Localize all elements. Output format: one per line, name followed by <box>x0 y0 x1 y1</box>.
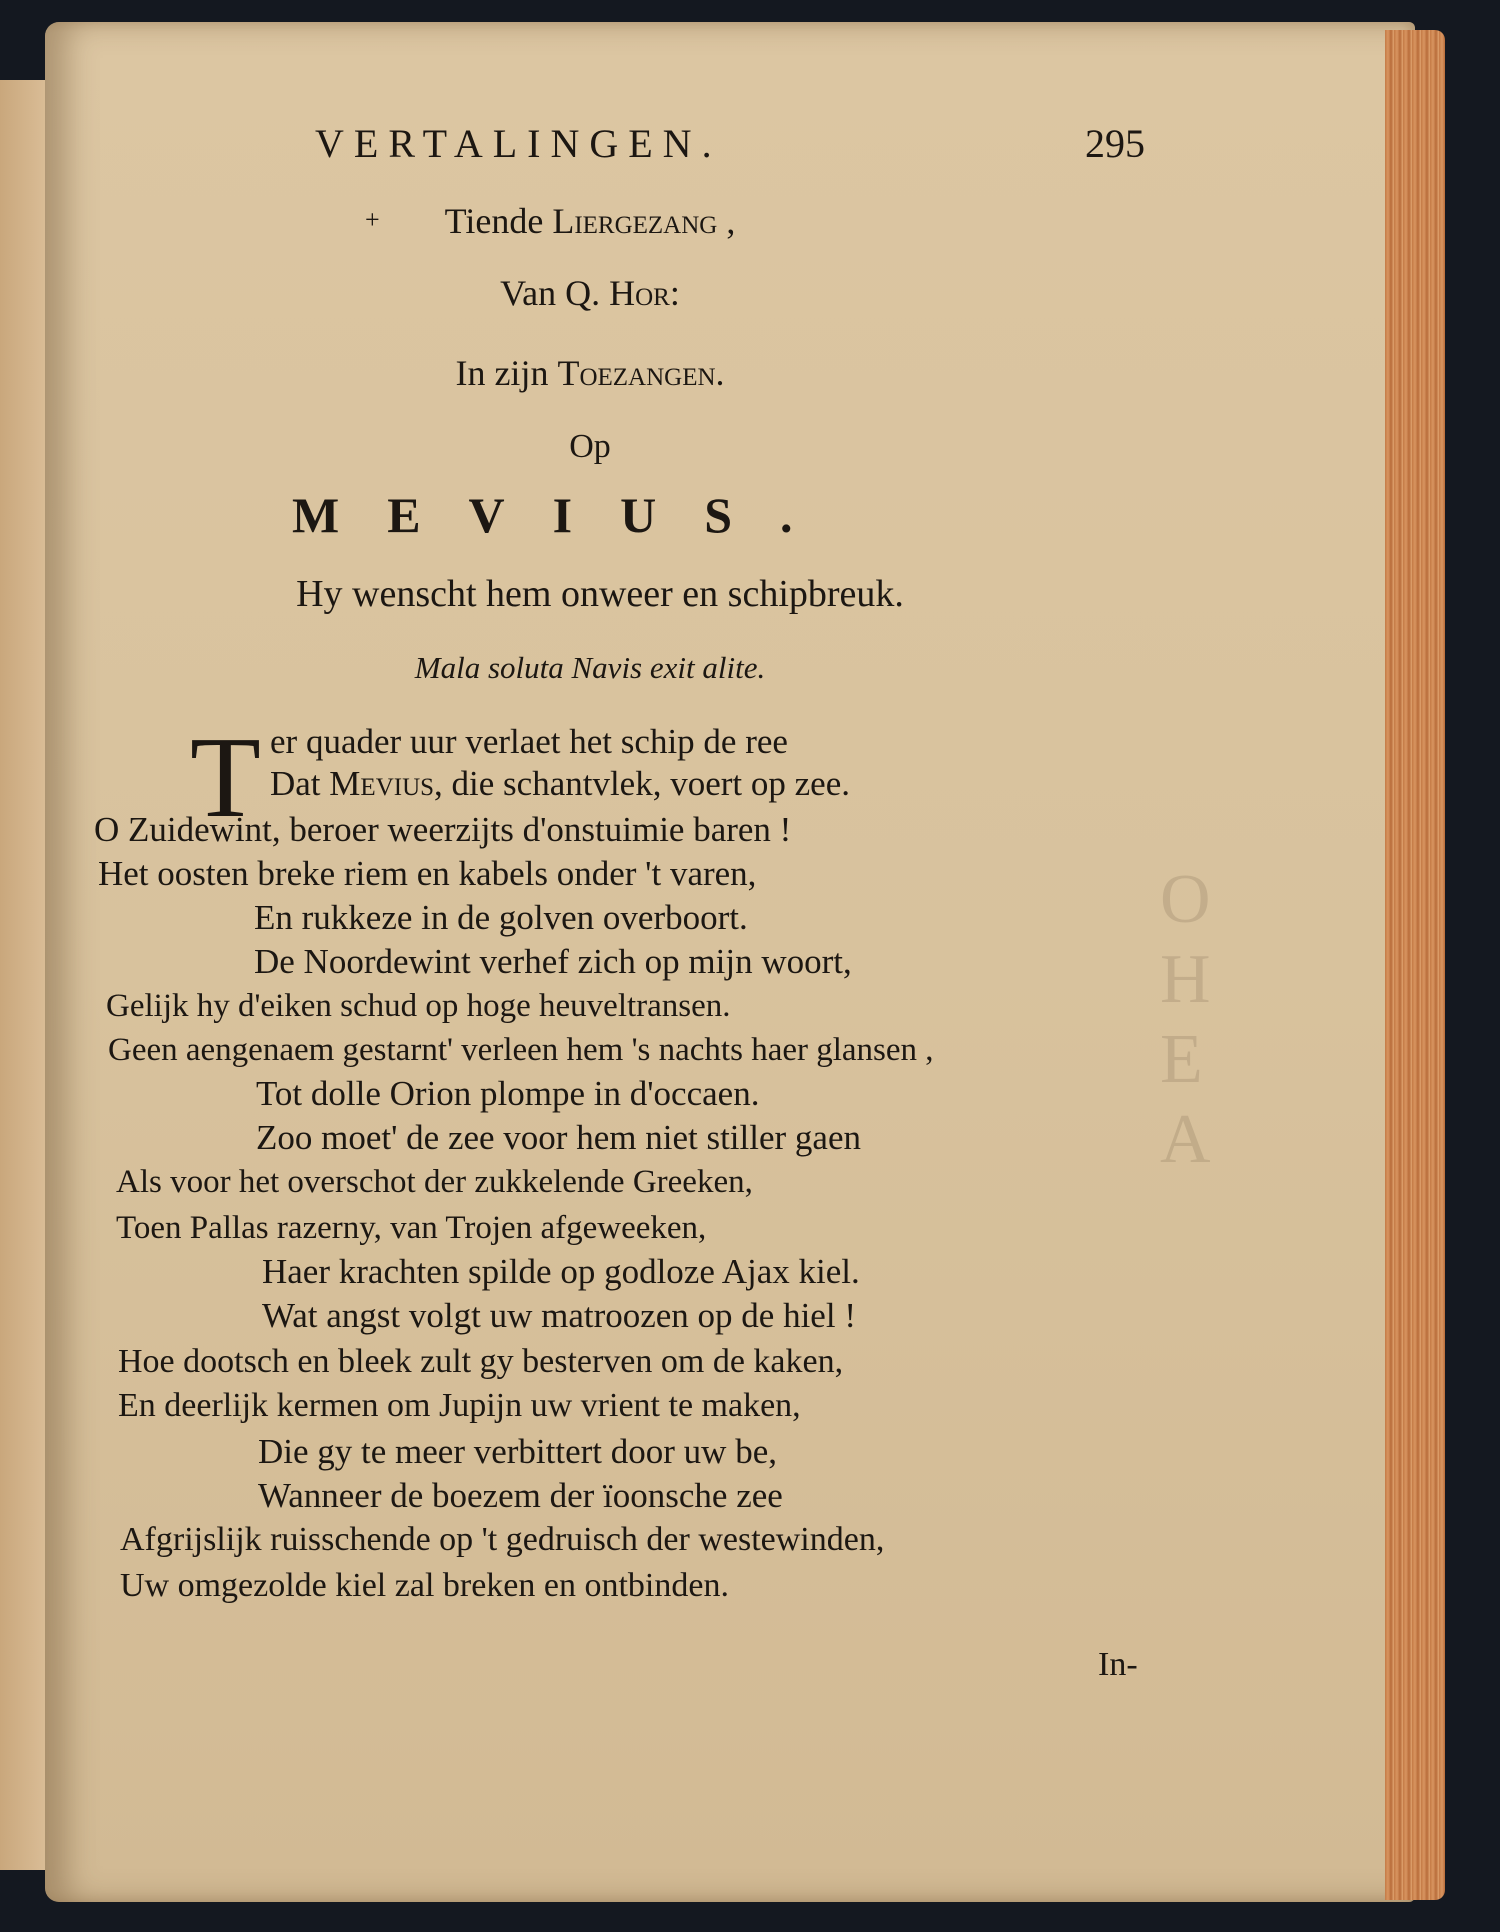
poem-line: Hoe dootsch en bleek zult gy besterven om de kaken, <box>118 1343 844 1380</box>
poem-line: Afgrijslijk ruisschende op 't gedruisch der westewinden, <box>120 1521 885 1558</box>
heading-tiende: Tiende Liergezang , <box>444 201 736 241</box>
poem-line: En rukkeze in de golven overboort. <box>254 898 748 937</box>
heading-zijn: In zijn Toezangen. <box>455 353 725 393</box>
poem-line: Het oosten breke riem en kabels onder 't varen, <box>98 854 757 893</box>
poem-line: Haer krachten spilde op godloze Ajax kiel. <box>262 1252 860 1291</box>
poem-subtitle: Hy wenscht hem onweer en schipbreuk. <box>296 573 904 615</box>
plus-mark-icon: + <box>365 205 380 234</box>
poem-line: Die gy te meer verbittert door uw be, <box>258 1432 777 1471</box>
heading-op: Op <box>569 428 611 465</box>
poem-line: Wat angst volgt uw matroozen op de hiel ! <box>262 1296 856 1335</box>
poem-motto: Mala soluta Navis exit alite. <box>414 650 766 685</box>
poem-line: Als voor het overschot der zukkelende Greeken, <box>116 1164 753 1200</box>
poem-line: Uw omgezolde kiel zal breken en ontbinden. <box>120 1567 729 1604</box>
poem-title: MEVIUS. <box>292 487 841 543</box>
poem-line: Gelijk hy d'eiken schud op hoge heuveltransen. <box>106 988 731 1024</box>
running-head: VERTALINGEN. <box>315 121 722 166</box>
catchword: In- <box>1098 1646 1138 1683</box>
poem-line: O Zuidewint, beroer weerzijts d'onstuimie baren ! <box>94 810 792 849</box>
page-number: 295 <box>1085 121 1145 166</box>
poem-line: Tot dolle Orion plompe in d'occaen. <box>256 1074 760 1113</box>
drop-cap: T <box>190 714 261 842</box>
poem-line: Wanneer de boezem der ïoonsche zee <box>258 1476 783 1515</box>
show-through-text: O H E A <box>1160 861 1211 1178</box>
heading-van: Van Q. Hor: <box>500 273 680 313</box>
poem-line: De Noordewint verhef zich op mijn woort, <box>254 942 852 981</box>
poem-line: Toen Pallas razerny, van Trojen afgeweeken, <box>116 1210 707 1246</box>
poem-line: En deerlijk kermen om Jupijn uw vrient te maken, <box>118 1387 801 1424</box>
poem-line: er quader uur verlaet het schip de ree <box>270 722 788 761</box>
poem-line: Dat Mevius, die schantvlek, voert op zee. <box>270 764 850 803</box>
poem-line: Zoo moet' de zee voor hem niet stiller gaen <box>256 1118 861 1157</box>
poem-line: Geen aengenaem gestarnt' verleen hem 's nachts haer glansen , <box>108 1032 934 1068</box>
